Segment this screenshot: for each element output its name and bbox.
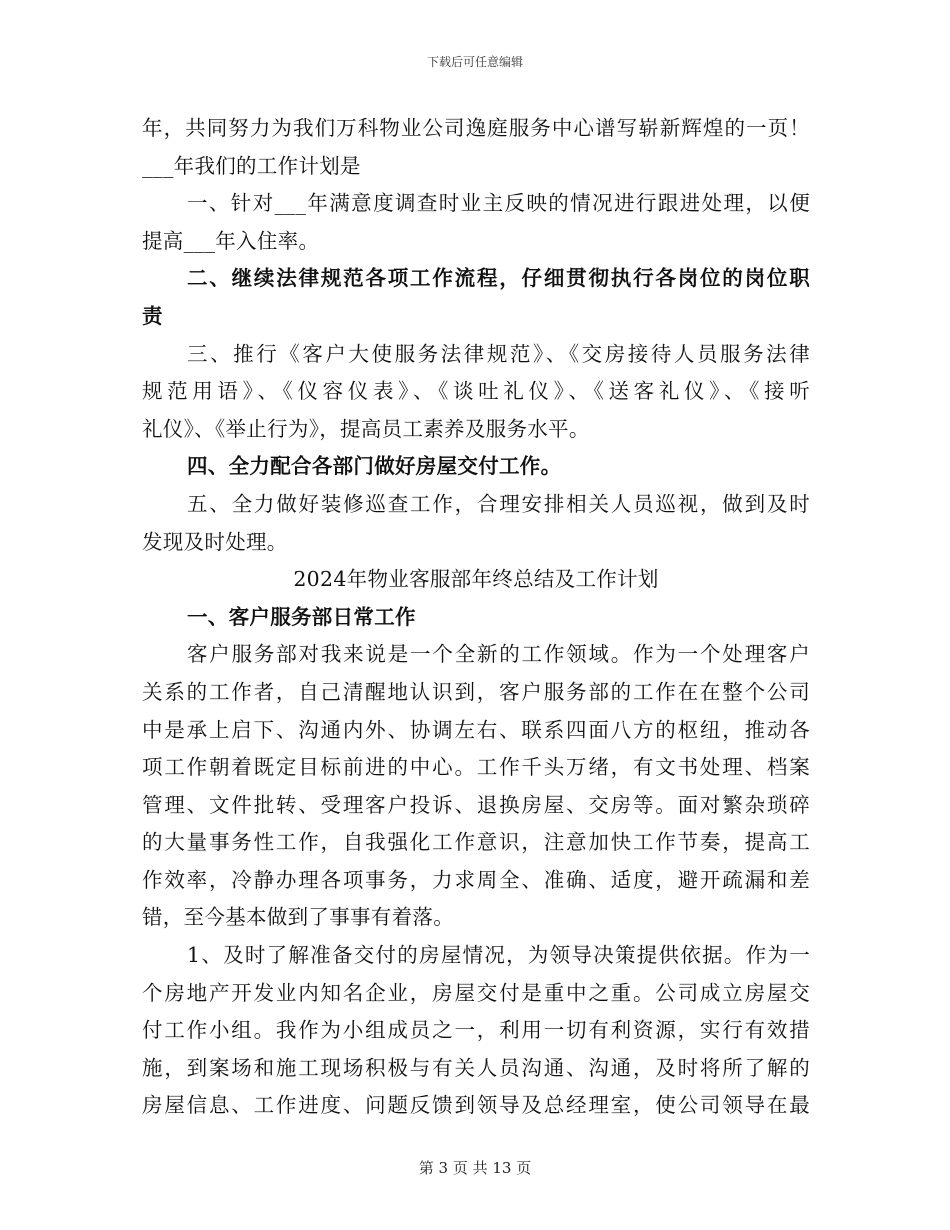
page-header: 下载后可任意编辑 — [426, 55, 523, 69]
paragraph-line: 1、及时了解准备交付的房屋情况，为领导决策提供依据。作为一 — [187, 943, 810, 968]
paragraph-line: 一、针对___年满意度调查时业主反映的情况进行跟进处理，以便 — [187, 191, 810, 216]
paragraph-line: 三、推行《客户大使服务法律规范》、《交房接待人员服务法律 — [187, 341, 810, 366]
paragraph-line: 年，共同努力为我们万科物业公司逸庭服务中心谱写崭新辉煌的一页！ — [142, 116, 810, 140]
heading-line: 责 — [142, 303, 163, 328]
paragraph-line: 五、全力做好装修巡查工作，合理安排相关人员巡视，做到及时 — [187, 491, 810, 516]
paragraph-line: 个房地产开发业内知名企业，房屋交付是重中之重。公司成立房屋交 — [142, 980, 810, 1005]
paragraph-line: ___年我们的工作计划是 — [142, 153, 361, 178]
paragraph-line: 房屋信息、工作进度、问题反馈到领导及总经理室，使公司领导在最 — [142, 1093, 810, 1118]
paragraph-line: 施，到案场和施工现场积极与有关人员沟通、沟通，及时将所了解的 — [142, 1055, 810, 1080]
paragraph-line: 的大量事务性工作，自我强化工作意识，注意加快工作节奏，提高工 — [142, 830, 810, 855]
paragraph-line: 项工作朝着既定目标前进的中心。工作千头万绪，有文书处理、档案 — [142, 755, 810, 780]
paragraph-line: 管理、文件批转、受理客户投诉、退换房屋、交房等。面对繁杂琐碎 — [142, 792, 810, 817]
heading-line: 四、全力配合各部门做好房屋交付工作。 — [187, 454, 562, 479]
page-footer: 第 3 页 共 13 页 — [418, 1159, 532, 1177]
paragraph-line: 规范用语》、《仪容仪表》、《谈吐礼仪》、《送客礼仪》、《接听 — [142, 379, 810, 404]
paragraph-line: 关系的工作者，自己清醒地认识到，客户服务部的工作在在整个公司 — [142, 679, 810, 704]
heading-line: 二、继续法律规范各项工作流程，仔细贯彻执行各岗位的岗位职 — [187, 266, 810, 291]
paragraph-line: 客户服务部对我来说是一个全新的工作领域。作为一个处理客户 — [187, 642, 810, 667]
paragraph-line: 作效率，冷静办理各项事务，力求周全、准确、适度，避开疏漏和差 — [142, 867, 810, 892]
paragraph-line: 发现及时处理。 — [142, 529, 288, 554]
paragraph-line: 错，至今基本做到了事事有着落。 — [142, 905, 454, 930]
document-body — [142, 110, 810, 1125]
paragraph-line: 付工作小组。我作为小组成员之一，利用一切有利资源，实行有效措 — [142, 1018, 810, 1043]
paragraph-line: 礼仪》、《举止行为》，提高员工素养及服务水平。 — [142, 416, 590, 441]
section-title: 2024年物业客服部年终总结及工作计划 — [293, 567, 659, 592]
paragraph-line: 中是承上启下、沟通内外、协调左右、联系四面八方的枢纽，推动各 — [142, 717, 810, 742]
heading-line: 一、客户服务部日常工作 — [187, 604, 416, 629]
paragraph-line: 提高___年入住率。 — [142, 228, 320, 253]
